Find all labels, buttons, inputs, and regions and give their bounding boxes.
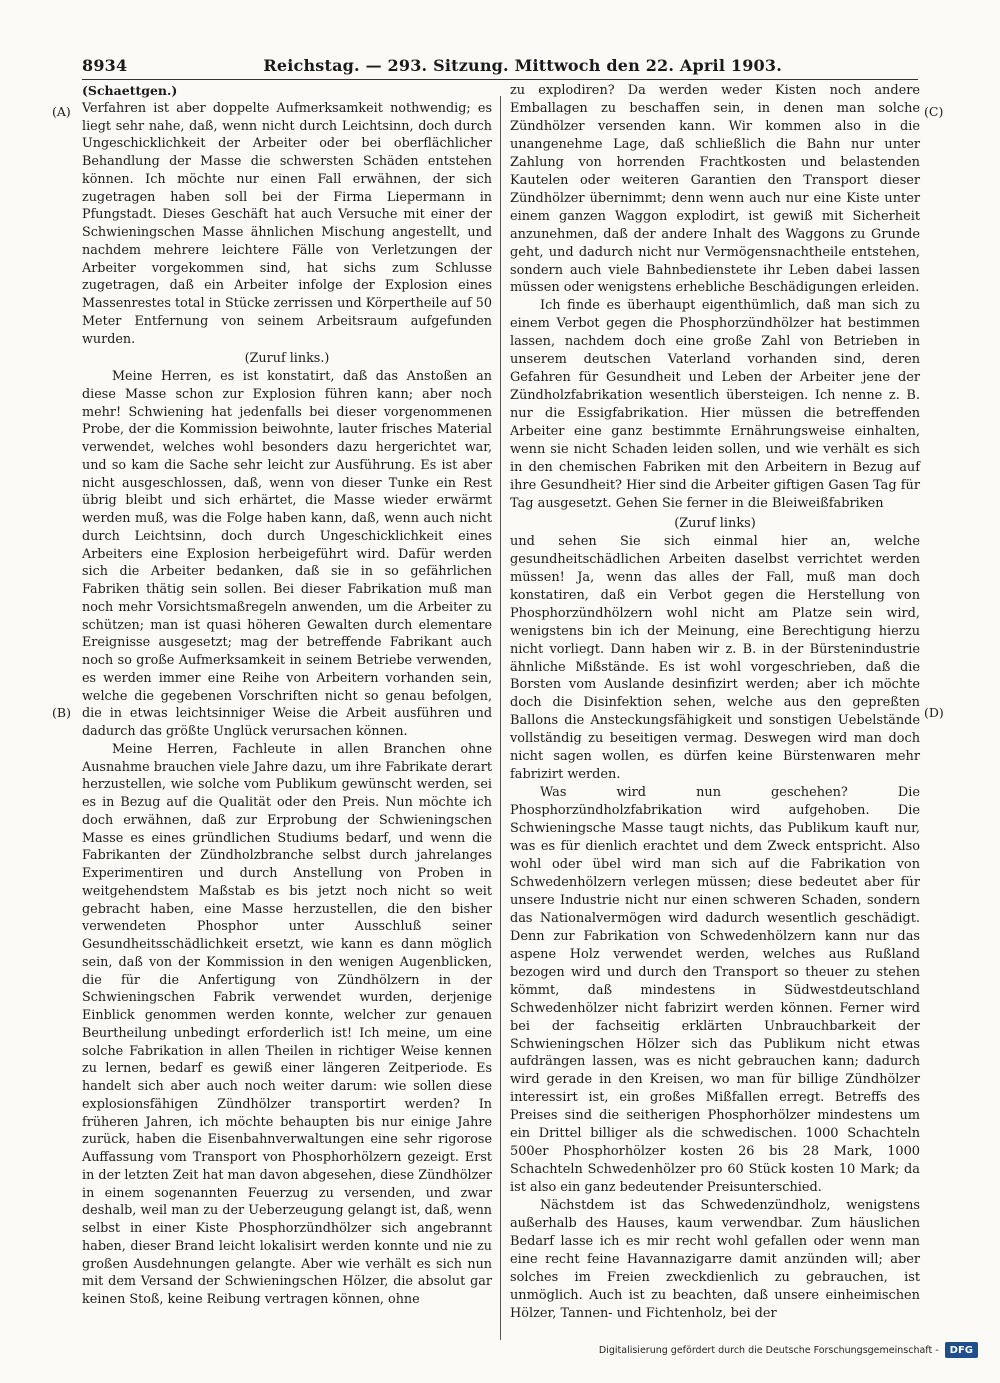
interjection: (Zuruf links) [674, 515, 756, 531]
digitization-credit [599, 1339, 978, 1361]
paragraph: Was wird nun geschehen? Die Phosphorzündholzfabrikation wird aufgehoben. Die Schwieningsche Masse taugt nichts, das Publikum kauft nur, was es für dienlich erachtet und dem Zweck entspricht. Also wohl oder übel wird man sich auf die Fabrikation von Schwedenhölzern verlegen müssen; diese bedeutet aber für unsere Industrie nicht nur einen schweren Schaden, sondern das Nationalvermögen wird dadurch wesentlich geschädigt. Denn zur Fabrikation von Schwedenhölzern kann nur das aspene Holz verwendet werden, welches aus Rußland bezogen wird und durch den Transport so theuer zu stehen kömmt, daß mindestens in Südwestdeutschland Schwedenhölzer nicht fabrizirt werden können. Ferner wird bei der fachseitig erklärten Unbrauchbarkeit der Schwieningschen Hölzer sich das Publikum nicht etwas aufdrängen lassen, was es nicht gebrauchen kann; dadurch wird gerade in den Kreisen, wo man für billige Zündhölzer interessirt ist, ein großes Mißfallen erregt. Betreffs des Preises sind die seitherigen Phosphorhölzer mindestens um ein Drittel billiger als die schwedischen. 1000 Schachteln 500er Phosphorhölzer kosten 26 bis 28 Mark, 1000 Schachteln Schwedenhölzer pro 60 Stück kosten 10 Mark; da ist also ein ganz bedeutender Preisunterschied. [510, 785, 920, 1196]
paragraph: Ich finde es überhaupt eigenthümlich, daß man sich zu einem Verbot gegen die Phosphorzündhölzer hat bestimmen lassen, nachdem doch eine große Zahl von Betrieben in unserem deutschen Vaterland vorhanden sind, deren Gefahren für Gesundheit und Leben der Arbeiter jene der Zündholzfabrikation wesentlich übersteigen. Ich nenne z. B. nur die Essigfabrikation. Hier müssen die betreffenden Arbeiter eine ganz bestimmte Ernährungsweise einhalten, wenn sie nicht Schaden leiden sollen, und wie verhält es sich in den chemischen Fabriken mit den Arbeitern in Bezug auf ihre Gesundheit? Hier sind die Arbeiter giftigen Gasen Tag für Tag ausgesetzt. Gehen Sie ferner in die Bleiweißfabriken [510, 298, 920, 511]
page-number: 8934 [82, 56, 128, 75]
margin-marker-a: (A) [52, 104, 71, 119]
dfg-logo-icon: DFG [945, 1342, 978, 1358]
margin-marker-d: (D) [924, 705, 944, 720]
paragraph: Meine Herren, Fachleute in allen Branchen ohne Ausnahme brauchen viele Jahre dazu, um ihre Fabrikate derart herzustellen, wie solche vom Publikum gewünscht werden, sei es in Bezug auf die Qualität oder den Preis. Nun möchte ich doch erwähnen, daß zur Erprobung der Schwieningschen Masse es eines gründlichen Studiums bedarf, und wenn die Fabrikanten der Zündholzbranche selbst durch jahrelanges Experimentiren und durch Anstellung von Proben in weitgehendstem Maßstab es bis jetzt noch nicht so weit gebracht haben, eine Masse herzustellen, die den bisher verwendeten Phosphor unter Ausschluß seiner Gesundheitsschädlichkeit ersetzt, wie kann es dann möglich sein, daß von der Kommission in den wenigen Augenblicken, die für die Anfertigung von Zündhölzern in der Schwieningschen Fabrik verwendet wurden, derjenige Einblick genommen werden konnte, welcher zur genauen Beurtheilung unbedingt erforderlich ist! Ich meine, um eine solche Fabrikation in allen Theilen in richtiger Weise kennen zu lernen, bedarf es gewiß einer längeren Zeitperiode. Es handelt sich aber auch noch weiter darum: wie sollen diese explosionsfähigen Zündhölzer transportirt werden? In früheren Jahren, ich möchte behaupten bis nur einige Jahre zurück, haben die Eisenbahnverwaltungen eine sehr rigorose Auffassung vom Transport von Phosphorhölzern gezeigt. Erst in der letzten Zeit hat man davon abgesehen, diese Zündhölzer in einem sogenannten Feuerzug zu versenden, und zwar deshalb, weil man zu der Ueberzeugung gelangt ist, daß, wenn selbst in einer Kiste Phosphorzündhölzer sich angebrannt haben, dieser Brand leicht lokalisirt werden konnte und nie zu großen Ausdehnungen gelangte. Aber wie verhält es sich nun mit dem Versand der Schwieningschen Hölzer, die absolut gar keinen Stoß, keine Reibung vertragen können, ohne [82, 741, 492, 1307]
right-column [510, 82, 920, 1323]
paragraph: Nächstdem ist das Schwedenzündholz, wenigstens außerhalb des Hauses, kaum verwendbar. Zum häuslichen Bedarf lasse ich es mir recht wohl gefallen oder wenn man eine recht feine Havannazigarre damit anzünden will; aber solches im Freien zweckdienlich zu gebrauchen, ist unmöglich. Auch ist zu beachten, daß unsere einheimischen Hölzer, Tannen- und Fichtenholz, bei der [510, 1198, 920, 1321]
margin-marker-c: (C) [924, 104, 944, 119]
left-column [82, 82, 492, 1309]
page-title: Reichstag. — 293. Sitzung. Mittwoch den 22. April 1903. [263, 56, 782, 75]
paragraph: zu explodiren? Da werden weder Kisten noch andere Emballagen zu beschaffen sein, in denen man solche Zündhölzer versenden kann. Wir kommen also in die unangenehme Lage, daß schließlich die Bahn nur unter Zahlung von horrenden Frachtkosten und belastenden Kautelen oder weiteren Garantien den Transport dieser Zündhölzer übernimmt; denn wenn auch nur eine Kiste unter einem ganzen Waggon explodirt, ist gewiß mit Sicherheit anzunehmen, daß der andere Inhalt des Waggons zu Grunde geht, und dadurch nicht nur Vermögensnachtheile entstehen, sondern auch viele Bahnbedienstete ihr Leben dabei lassen müssen oder wenigstens erhebliche Beschädigungen erleiden. [510, 83, 920, 296]
speaker-label: (Schaettgen.) [82, 83, 178, 98]
paragraph: Meine Herren, es ist konstatirt, daß das Anstoßen an diese Masse schon zur Explosion führen kann; aber noch mehr! Schwiening hat jedenfalls bei dieser vorgenommenen Probe, der die Kommission beiwohnte, lauter frisches Material verwendet, welches wohl besonders dazu hergerichtet war, und so kam die Sache sehr leicht zur Ausführung. Es ist aber nicht ausgeschlossen, daß, wenn von dieser Tunke ein Rest übrig bleibt und sich erhärtet, die Masse wieder erwärmt werden muß, was die Folge haben kann, daß, wenn auch nicht durch Leichtsinn, doch durch Ungeschicklichkeit eines Arbeiters eine Explosion herbeigeführt wird. Dafür werden sich die Arbeiter bedanken, daß sie in so gefährlichen Fabriken thätig sein sollen. Bei dieser Fabrikation muß man noch mehr Vorsichtsmaßregeln anwenden, um die Arbeiter zu schützen; man ist quasi höheren Gewalten durch elementare Ereignisse ausgesetzt; mag der betreffende Fabrikant auch noch so große Aufmerksamkeit in seinem Betriebe verwenden, es werden immer eine Reihe von Arbeitern vorhanden sein, welche die gegebenen Vorschriften nicht so genau befolgen, die in etwas leichtsinniger Weise die Arbeit ausführen und dadurch das größte Unglück verursachen können. [82, 369, 492, 739]
header-rule [82, 79, 918, 80]
margin-marker-b: (B) [52, 705, 71, 720]
credit-text: Digitalisierung gefördert durch die Deutsche Forschungsgemeinschaft - [598, 1344, 939, 1356]
paragraph: und sehen Sie sich einmal hier an, welche gesundheitschädlichen Arbeiten daselbst verrichtet werden müssen! Ja, wenn das alles der Fall, muß man doch konstatiren, daß ein Verbot gegen die Herstellung von Phosphorzündhölzern wohl nicht am Platze sein wird, wenigstens bin ich der Meinung, eine Berechtigung hierzu nicht vorliegt. Dann haben wir z. B. in der Bürstenindustrie ähnliche Mißstände. Es ist wohl vorgeschrieben, daß die Borsten vom Auslande desinfizirt werden; aber ich möchte doch die Disinfektion sehen, welche aus den gepreßten Ballons die Ansteckungsfähigkeit und sonstigen Uebelstände vollständig zu beseitigen vermag. Deswegen wird man doch nicht sagen wollen, es dürfen keine Bürstenwaren mehr fabrizirt werden. [510, 533, 920, 783]
column-divider [500, 96, 501, 1340]
interjection: (Zuruf links.) [244, 351, 330, 367]
page-header [82, 56, 918, 78]
paragraph: Verfahren ist aber doppelte Aufmerksamkeit nothwendig; es liegt sehr nahe, daß, wenn nicht durch Leichtsinn, doch durch Ungeschicklichkeit der Arbeiter oder bei oberflächlicher Behandlung der Masse die schwersten Schäden entstehen können. Ich möchte nur einen Fall erwähnen, der sich zugetragen haben soll bei der Firma Liepermann in Pfungstadt. Dieses Geschäft hat auch Versuche mit einer der Schwieningschen Masse ähnlichen Mischung angestellt, und nachdem mehrere leichtere Fälle von Verletzungen der Arbeiter vorgekommen sind, hat sichs zum Schlusse zugetragen, daß ein Arbeiter infolge der Explosion eines Massenrestes total in Stücke zerrissen und Körpertheile auf 50 Meter Entfernung von seinem Arbeitsraum aufgefunden wurden. [82, 100, 492, 347]
